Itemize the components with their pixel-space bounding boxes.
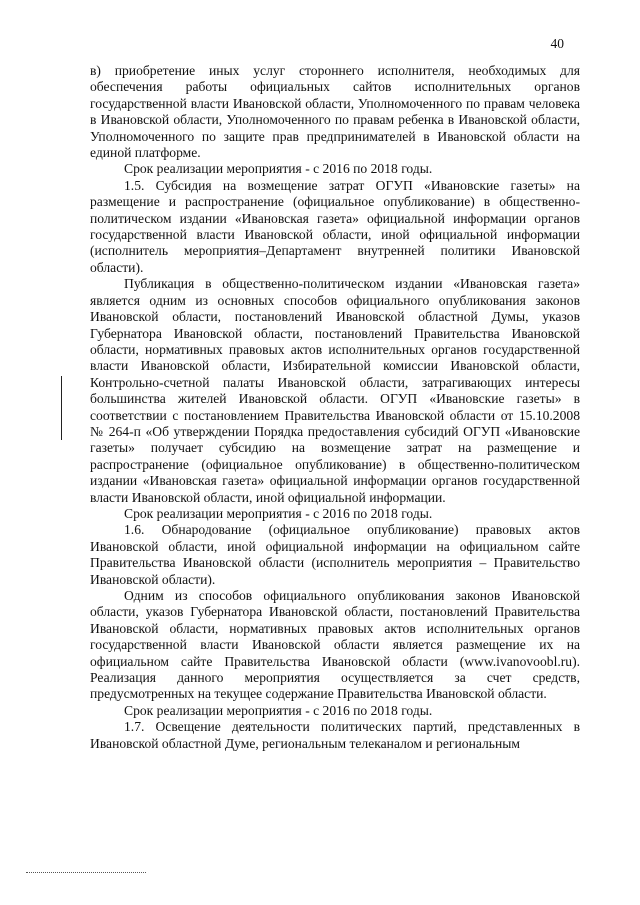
page-number: 40 [550, 36, 564, 51]
paragraph: Публикация в общественно-политическом издании «Ивановская газета» является одним из основных способов официального опубликования законов Ивановской области, постановлений Ивановской областной Думы, указов Губернатора Ивановской области, постановлений Правительства Ивановской области, нормативных правовых актов исполнительных органов государственной власти Ивановской области, Избирательной комиссии Ивановской области, Контрольно-счетной палаты Ивановской области, затрагивающих интересы большинства жителей Ивановской области. ОГУП «Ивановские газеты» в соответствии с постановлением Правительства Ивановской области от 15.10.2008 № 264-п «Об утверждении Порядка предоставления субсидий ОГУП «Ивановские газеты» получает субсидию на возмещение затрат на размещение и распространение (официальное опубликование) в общественно-политическом издании «Ивановская газета» официальной информации органов государственной власти Ивановской области, иной официальной информации. [90, 276, 580, 505]
paragraph: Срок реализации мероприятия - с 2016 по 2018 годы. [124, 505, 433, 521]
margin-mark [61, 376, 62, 440]
document-body [90, 63, 580, 752]
bottom-rule [26, 872, 146, 873]
paragraph: 1.7. Освещение деятельности политических партий, представленных в Ивановской областной Думе, региональным телеканалом и региональным [90, 719, 580, 751]
paragraph: Срок реализации мероприятия - с 2016 по 2018 годы. [124, 702, 433, 718]
paragraph: Срок реализации мероприятия - с 2016 по 2018 годы. [124, 161, 433, 177]
paragraph: 1.5. Субсидия на возмещение затрат ОГУП «Ивановские газеты» на размещение и распространение (официальное опубликование) в общественно-политическом издании «Ивановская газета» официальной информации органов государственной власти Ивановской области, иной официальной информации (исполнитель мероприятия–Департамент внутренней политики Ивановской области). [90, 177, 580, 275]
paragraph: 1.6. Обнародование (официальное опубликование) правовых актов Ивановской области, иной официальной информации на официальном сайте Правительства Ивановской области (исполнитель мероприятия – Правительство Ивановской области). [90, 522, 580, 587]
paragraph: в) приобретение иных услуг стороннего исполнителя, необходимых для обеспечения работы официальных сайтов исполнительных органов государственной власти Ивановской области, Уполномоченного по правам человека в Ивановской области, Уполномоченного по правам ребенка в Ивановской области, Уполномоченного по защите прав предпринимателей в Ивановской области на единой платформе. [90, 63, 580, 161]
paragraph: Одним из способов официального опубликования законов Ивановской области, указов Губернатора Ивановской области, постановлений Правительства Ивановской области, нормативных правовых актов исполнительных органов государственной власти Ивановской области является размещение их на официальном сайте Правительства Ивановской области (www.ivanovoobl.ru). Реализация данного мероприятия осуществляется за счет средств, предусмотренных на текущее содержание Правительства Ивановской области. [90, 588, 580, 702]
